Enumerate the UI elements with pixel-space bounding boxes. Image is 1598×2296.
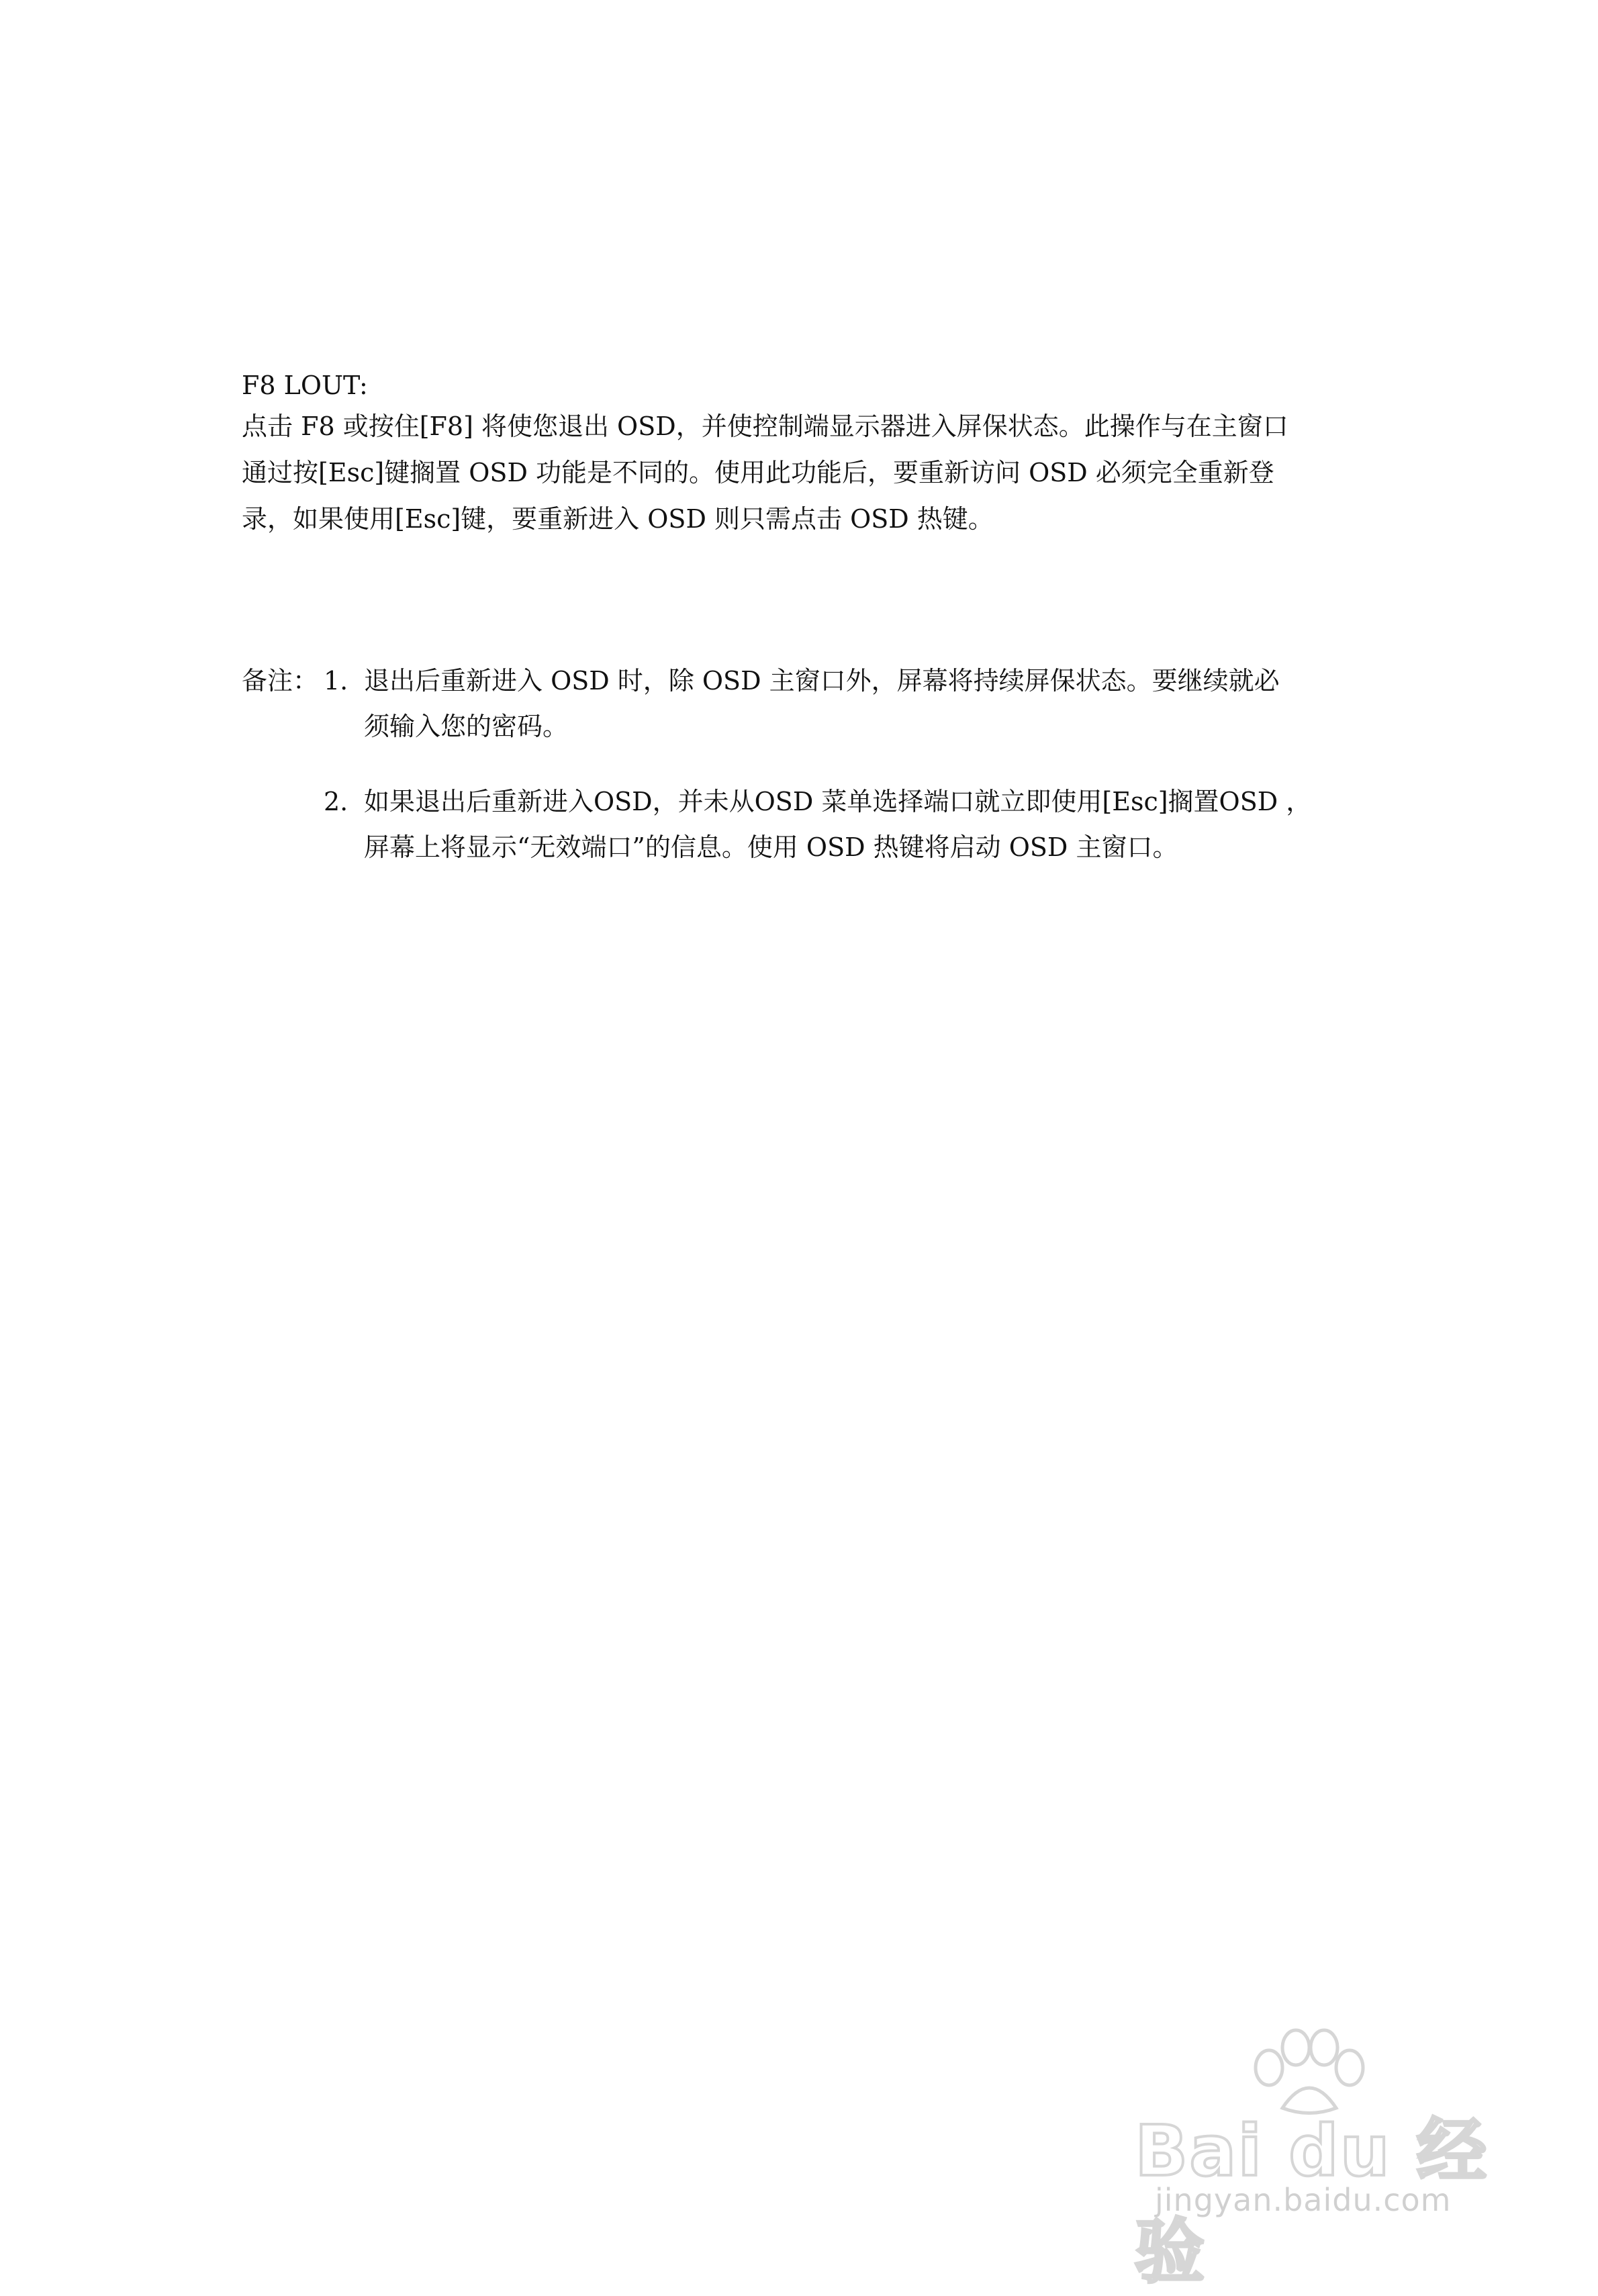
body-line: 通过按[Esc]键搁置 OSD 功能是不同的。使用此功能后，要重新访问 OSD 必须完全重新登: [242, 458, 1274, 487]
note-number: 2.: [324, 787, 348, 816]
baidu-watermark: [1135, 2027, 1511, 2293]
note-text: [364, 779, 1371, 870]
note-item: [324, 658, 1371, 749]
note-text: [364, 658, 1371, 749]
watermark-logo-text: Bai du 经验: [1135, 2110, 1488, 2293]
watermark-url: jingyan.baidu.com: [1155, 2182, 1452, 2218]
body-line: 录，如果使用[Esc]键，要重新进入 OSD 则只需点击 OSD 热键。: [242, 504, 994, 534]
notes-label: 备注：: [242, 666, 319, 696]
note-line: 屏幕上将显示“无效端口”的信息。使用 OSD 热键将启动 OSD 主窗口。: [364, 832, 1178, 862]
section-body: [242, 403, 1370, 542]
note-line: 须输入您的密码。: [364, 712, 569, 741]
note-number: 1.: [324, 666, 348, 696]
note-item: [324, 779, 1371, 870]
note-line: 如果退出后重新进入OSD，并未从OSD 菜单选择端口就立即使用[Esc]搁置OSD ，: [364, 787, 1312, 816]
body-line: 点击 F8 或按住[F8] 将使您退出 OSD，并使控制端显示器进入屏保状态。此操作与在主窗口: [242, 412, 1288, 441]
section-heading: F8 LOUT:: [242, 371, 368, 400]
note-line: 退出后重新进入 OSD 时，除 OSD 主窗口外，屏幕将持续屏保状态。要继续就必: [364, 666, 1280, 696]
